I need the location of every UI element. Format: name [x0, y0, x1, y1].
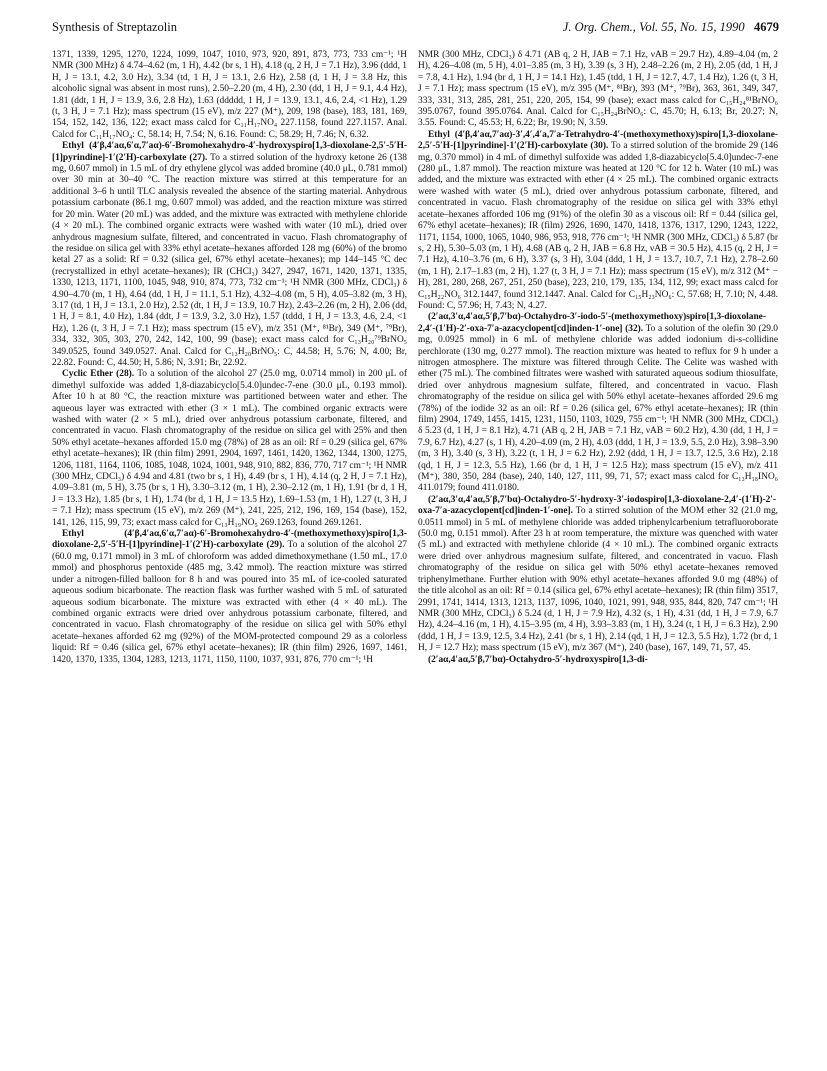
journal-name: J. Org. Chem.,: [562, 20, 636, 34]
paragraph-text: To a stirred solution of the hydroxy ketone 26 (138 mg, 0.607 mmol) in 1.5 mL of dry ethylene glycol was added bromine (40.0 μL, 0.781 mmol) over 30 min at 30–40 °C. The reaction mixture was stirred at this temperature for an additional 3–6 h until TLC analysis revealed the absence of the starting material. Anhydrous potassium carbonate (86.1 mg, 0.607 mmol) was added, and the reaction mixture was stirred for 20 min. Water (20 mL) was added, and the mixture was extracted with methylene chloride (4 × 20 mL). The combined organic extracts were washed with water (10 mL), dried over anhydrous magnesium sulfate, filtered, and concentrated in vacuo. Flash chromatography of the residue on silica gel with 33% ethyl acetate–hexanes afforded 128 mg (60%) of the bromo ketal 27 as a solid: Rf = 0.32 (silica gel, 67% ethyl acetate–hexanes); mp 144–145 °C dec (recrystallized in ethyl acetate–hexanes); IR (CHCl₃) 3427, 2947, 1671, 1420, 1371, 1335, 1330, 1213, 1171, 1100, 1045, 948, 910, 874, 773, 732 cm⁻¹; ¹H NMR (300 MHz, CDCl₃) δ 4.90–4.70 (m, 1 H), 4.64 (dd, 1 H, J = 11.1, 5.1 Hz), 4.32–4.08 (m, 5 H), 4.05–3.82 (m, 3 H), 3.17 (td, 1 H, J = 13.1, 2.0 Hz), 2.52 (dt, 1 H, J = 13.9, 10.7 Hz), 2.43–2.26 (m, 2 H), 2.06 (dd, 1 H, J = 8.1, 4.0 Hz), 1.84 (ddt, J = 13.9, 3.2, 3.0 Hz), 1.57 (tddd, 1 H, J = 13.3, 4.6, 2.4, <1 Hz), 1.26 (t, 3 H, J = 7.1 Hz); mass spectrum (15 eV), m/z 351 (M⁺, ⁸¹Br), 349 (M⁺, ⁷⁹Br), 334, 332, 305, 303, 270, 242, 142, 100, 99 (base); exact mass calcd for C₁₃H₂₀⁷⁹BrNO₅ 349.0525, found 349.0527. Anal. Calcd for C₁₃H₂₀BrNO₅: C, 44.58; H, 5.76; N, 4.00; Br, 22.82. Found: C, 44.50; H, 5.86; N, 3.91; Br, 22.92.: [52, 152, 407, 368]
paragraph: [52, 529, 407, 666]
compound-title: (2′aα,3′α,4′aα,5′β,7′bα)-Octahydro-3′-iodo-5′-(methoxymethoxy)spiro[1,3-dioxolane-2,4′-(1′H)-2′-oxa-7′a-azacyclopent[cd]inden-1′-one] (32).: [418, 312, 766, 334]
paragraph: [418, 655, 778, 666]
paragraph-text: 1371, 1339, 1295, 1270, 1224, 1099, 1047, 1010, 973, 920, 891, 873, 773, 733 cm⁻¹; ¹H NMR (300 MHz) δ 4.74–4.62 (m, 1 H), 4.42 (br s, 1 H), 4.18 (q, 2 H, J = 7.1 Hz), 3.96 (ddd, 1 H, J = 13.1, 4.2, 3.0 Hz), 3.34 (td, 1 H, J = 13.1, 2.6 Hz), 2.58 (d, 1 H, J = 3.8 Hz, this alcoholic signal was absent in most runs), 2.50–2.20 (m, 4 H), 2.30 (dd, 1 H, J = 9.1, 4.4 Hz), 1.81 (ddt, 1 H, J = 13.9, 3.6, 2.8 Hz), 1.63 (ddddd, 1 H, J = 13.9, 13.1, 4.6, 2.4, <1 Hz), 1.29 (t, 3 H, J = 7.1 Hz); mass spectrum (15 eV), m/z 227 (M⁺), 209, 198 (base), 183, 181, 169, 154, 152, 142, 136, 122; exact mass calcd for C₁₁H₁₇NO₄ 227.1158, found 227.1157. Anal. Calcd for C₁₁H₁₇NO₄: C, 58.14; H, 7.54; N, 6.16. Found: C, 58.29; H, 7.46; N, 6.32.: [52, 50, 407, 140]
paragraph: [418, 50, 778, 130]
left-column: [52, 50, 407, 1060]
paragraph-text: To a solution of the alcohol 27 (60.0 mg, 0.171 mmol) in 3 mL of chloroform was added dimethoxymethane (1.50 mL, 17.0 mmol) and phosphorus pentoxide (485 mg, 3.42 mmol). The reaction mixture was stirred under a nitrogen-filled balloon for 8 h and was poured into 35 mL of ice-cooled saturated aqueous sodium bicarbonate. The reaction flask was further washed with 5 mL of saturated aqueous sodium bicarbonate. The mixture was extracted with ether (4 × 40 mL). The combined organic extracts were dried over anhydrous potassium carbonate, filtered, and concentrated in vacuo. Flash chromatography of the residue on silica gel with 50% ethyl acetate–hexanes afforded 62 mg (92%) of the MOM-protected compound 29 as a colorless liquid: Rf = 0.46 (silica gel, 67% ethyl acetate–hexanes); IR (thin film) 2926, 1697, 1461, 1420, 1370, 1335, 1304, 1283, 1213, 1171, 1150, 1100, 1037, 931, 876, 770 cm⁻¹; ¹H: [52, 540, 407, 665]
paragraph: [52, 50, 407, 141]
journal-volume: Vol. 55, No. 15, 1990: [639, 20, 745, 34]
paragraph-text: To a stirred solution of the bromide 29 (146 mg, 0.370 mmol) in 4 mL of dimethyl sulfoxide was added 1,8-diazabicyclo[5.4.0]undec-7-ene (280 μL, 1.87 mmol). The reaction mixture was heated at 120 °C for 12 h. Water (10 mL) was added, and the mixture was extracted with ether (4 × 25 mL). The combined organic extracts were washed with water (5 mL), dried over anhydrous potassium carbonate, filtered, and concentrated in vacuo. Flash chromatography of the residue on silica gel with 33% ethyl acetate–hexanes afforded 106 mg (91%) of the olefin 30 as a viscous oil: Rf = 0.44 (silica gel, 67% ethyl acetate–hexanes); IR (film) 2926, 1690, 1470, 1418, 1376, 1317, 1290, 1243, 1222, 1171, 1154, 1000, 1065, 1040, 986, 953, 918, 776 cm⁻¹; ¹H NMR (300 MHz, CDCl₃) δ 5.87 (br s, 2 H), 5.30–5.03 (m, 1 H), 4.68 (AB q, 2 H, JAB = 6.8 Hz, νAB = 30.5 Hz), 4.15 (q, 2 H, J = 7.1 Hz), 4.10–3.76 (m, 6 H), 3.37 (s, 3 H), 3.04 (ddd, 1 H, J = 13.7, 10.7, 7.1 Hz), 2.78–2.60 (m, 1 H), 2.17–1.83 (m, 2 H), 1.27 (t, 3 H, J = 7.1 Hz); mass spectrum (15 eV), m/z 312 (M⁺ − H), 281, 280, 268, 267, 251, 250 (base), 223, 210, 179, 135, 134, 112, 99; exact mass calcd for C₁₅H₂₂NO₆ 312.1447, found 312.1447. Anal. Calcd for C₁₅H₂₃NO₆: C, 57.68; H, 7.10; N, 4.48. Found: C, 57.96; H, 7.43; N, 4.27.: [418, 141, 778, 311]
compound-title: Ethyl (4′β,4′aα,6′α,7′aα)-6′-Bromohexahydro-4′-hydroxyspiro[1,3-dioxolane-2,5′-5′H-[1]pyrindine]-1′(2′H)-carboxylate (27).: [52, 141, 407, 163]
compound-title: (2′aα,3′α,4′aα,5′β,7′bα)-Octahydro-5′-hydroxy-3′-iodospiro[1,3-dioxolane-2,4′-(1′H)-2′-oxa-7′a-azacyclopent[cd]inden-1′-one].: [418, 494, 777, 517]
paragraph-text: To a solution of the olefin 30 (29.0 mg, 0.0925 mmol) in 6 mL of methylene chloride was added iodonium di-s-collidine perchlorate (130 mg, 0.277 mmol). The reaction mixture was heated to reflux for 9 h under a nitrogen atmosphere. The mixture was filtered through Celite. The Celite was washed with ether (75 mL). The combined filtrates were washed with saturated aqueous sodium thiosulfate, dried over anhydrous magnesium sulfate, filtered, and concentrated in vacuo. Flash chromatography of the residue on silica gel with 50% ethyl acetate–hexanes afforded 29.6 mg (78%) of the iodide 32 as an oil: Rf = 0.26 (silica gel, 67% ethyl acetate–hexanes); IR (thin film) 2904, 1749, 1455, 1415, 1231, 1150, 1103, 1029, 755 cm⁻¹; ¹H NMR (300 MHz, CDCl₃) δ 5.23 (d, 1 H, J = 8.1 Hz), 4.71 (AB q, 2 H, JAB = 7.1 Hz, νAB = 60.2 Hz), 4.30 (dd, 1 H, J = 7.9, 6.7 Hz), 4.27 (s, 1 H), 4.20–4.09 (m, 2 H), 4.03 (ddd, 1 H, J = 13.9, 5.5, 2.0 Hz), 3.98–3.90 (m, 3 H), 3.40 (s, 3 H), 3.22 (t, 1 H, J = 6.2 Hz), 2.92 (ddd, 1 H, J = 13.7, 12.5, 3.6 Hz), 2.18 (qd, 1 H, J = 12.3, 5.5 Hz), 1.66 (br d, 1 H, J = 12.5 Hz); mass spectrum (15 eV), m/z 411 (M⁺), 380, 350, 284 (base), 240, 140, 127, 111, 99, 71, 57; exact mass calcd for C₁₃H₁₈INO₆ 411.0179; found 411.0180.: [418, 323, 778, 494]
paragraph: [418, 312, 778, 495]
page-header: [52, 20, 779, 38]
paragraph: [418, 495, 778, 655]
paragraph: [52, 141, 407, 369]
running-title: Synthesis of Streptazolin: [52, 20, 177, 34]
paragraph-text: To a solution of the alcohol 27 (25.0 mg, 0.0714 mmol) in 200 μL of dimethyl sulfoxide was added 1,8-diazabicyclo[5.4.0]undec-7-ene (30.0 μL, 0.193 mmol). After 10 h at 80 °C, the reaction mixture was partitioned between water and ether. The aqueous layer was extracted with ether (3 × 1 mL). The combined organic extracts were washed with water (2 × 5 mL), dried over anhydrous potassium carbonate, filtered, and concentrated in vacuo. Flash chromatography of the residue on silica gel with 25% and then 50% ethyl acetate–hexanes afforded 15.0 mg (78%) of 28 as an oil: Rf = 0.29 (silica gel, 67% ethyl acetate–hexanes); IR (thin film) 2991, 2904, 1697, 1461, 1420, 1362, 1344, 1300, 1275, 1206, 1181, 1164, 1106, 1085, 1048, 1024, 1001, 948, 910, 882, 836, 770, 717 cm⁻¹; ¹H NMR (300 MHz, CDCl₃) δ 4.94 and 4.81 (two br s, 1 H), 4.49 (br s, 1 H), 4.14 (q, 2 H, J = 7.1 Hz), 4.09–3.81 (m, 5 H), 3.75 (br s, 1 H), 3.30–3.12 (m, 1 H), 2.30–2.12 (m, 1 H), 1.91 (br d, 1 H, J = 13.3 Hz), 1.85 (br s, 1 H), 1.74 (br d, 1 H, J = 13.5 Hz), 1.69–1.53 (m, 1 H), 1.27 (t, 3 H, J = 7.1 Hz); mass spectrum (15 eV), m/z 269 (M⁺), 241, 225, 212, 196, 169, 154 (base), 152, 141, 126, 115, 99, 73; exact mass calcd for C₁₃H₁₉NO₅ 269.1263, found 269.1261.: [52, 369, 407, 528]
right-column: [418, 50, 778, 1060]
paragraph-text: NMR (300 MHz, CDCl₃) δ 4.71 (AB q, 2 H, JAB = 7.1 Hz, νAB = 29.7 Hz), 4.89–4.04 (m, 2 H), 4.26–4.08 (m, 5 H), 4.01–3.85 (m, 3 H), 3.39 (s, 3 H), 2.48–2.26 (m, 2 H), 2.05 (dd, 1 H, J = 7.8, 4.1 Hz), 1.94 (br d, 1 H, J = 14.1 Hz), 1.45 (tdd, 1 H, J = 12.7, 4.7, 1.4 Hz), 1.26 (t, 3 H, J = 7.1 Hz); mass spectrum (15 eV), m/z 395 (M⁺, ⁸¹Br), 393 (M⁺, ⁷⁹Br), 363, 361, 349, 347, 333, 331, 313, 285, 281, 251, 220, 205, 154, 99 (base); exact mass calcd for C₁₅H₂₄⁸¹BrNO₆ 395.0767, found 395.0764. Anal. Calcd for C₁₅H₂₄BrNO₆: C, 45.70; H, 6.13; Br, 20.27; N, 3.55. Found: C, 45.53; H, 6.22; Br, 19.90; N, 3.59.: [418, 50, 778, 129]
compound-title: Ethyl (4′β,4′aα,6′α,7′aα)-6′-Bromohexahydro-4′-(methoxymethoxy)spiro[1,3-dioxolane-2,5′-5′H-[1]pyrindine]-1′(2′H)-carboxylate (29).: [52, 529, 407, 551]
paragraph: [418, 130, 778, 313]
compound-title: Cyclic Ether (28).: [62, 369, 135, 380]
compound-title: Ethyl (4′β,4′aα,7′aα)-3′,4′,4′a,7′a-Tetrahydro-4′-(methoxymethoxy)spiro[1,3-dioxolane-2,5′-5′H-[1]pyrindine]-1′(2′H)-carboxylate (30).: [418, 129, 778, 152]
paragraph: [52, 369, 407, 529]
compound-title: (2′aα,4′aα,5′β,7′bα)-Octahydro-5′-hydroxyspiro[1,3-di-: [428, 654, 648, 665]
journal-citation: [563, 20, 779, 35]
page-number: 4679: [754, 20, 779, 34]
paragraph-text: To a stirred solution of the MOM ether 32 (21.0 mg, 0.0511 mmol) in 5 mL of methylene chloride was added triphenylcarbenium tetrafluoroborate (50.0 mg, 0.151 mmol). After 23 h at room temperature, the mixture was quenched with water (5 mL) and extracted with methylene chloride (4 × 10 mL). The combined organic extracts were dried over anhydrous magnesium sulfate, filtered, and concentrated in vacuo. Flash chromatography of the residue on silica gel with 50% ethyl acetate–hexanes removed triphenylmethane. Further elution with 90% ethyl acetate–hexanes afforded 9.0 mg (48%) of the title alcohol as an oil: Rf = 0.14 (silica gel, 67% ethyl acetate–hexanes); IR (thin film) 3517, 2991, 1741, 1414, 1313, 1213, 1137, 1096, 1040, 1021, 991, 948, 935, 844, 820, 747 cm⁻¹; ¹H NMR (300 MHz, CDCl₃) δ 5.24 (d, 1 H, J = 7.9 Hz), 4.32 (s, 1 H), 4.31 (dd, 1 H, J = 7.9, 6.7 Hz), 4.24–4.16 (m, 1 H), 4.15–3.95 (m, 4 H), 3.93–3.83 (m, 1 H), 3.24 (t, 1 H, J = 6.3 Hz), 2.90 (ddd, 1 H, J = 13.9, 12.5, 3.4 Hz), 2.41 (br s, 1 H), 2.14 (qd, 1 H, J = 12.3, 5.5 Hz), 1.72 (br d, 1 H, J = 12.7 Hz); mass spectrum (15 eV), m/z 367 (M⁺), 240 (base), 167, 149, 71, 57, 45.: [418, 506, 778, 654]
